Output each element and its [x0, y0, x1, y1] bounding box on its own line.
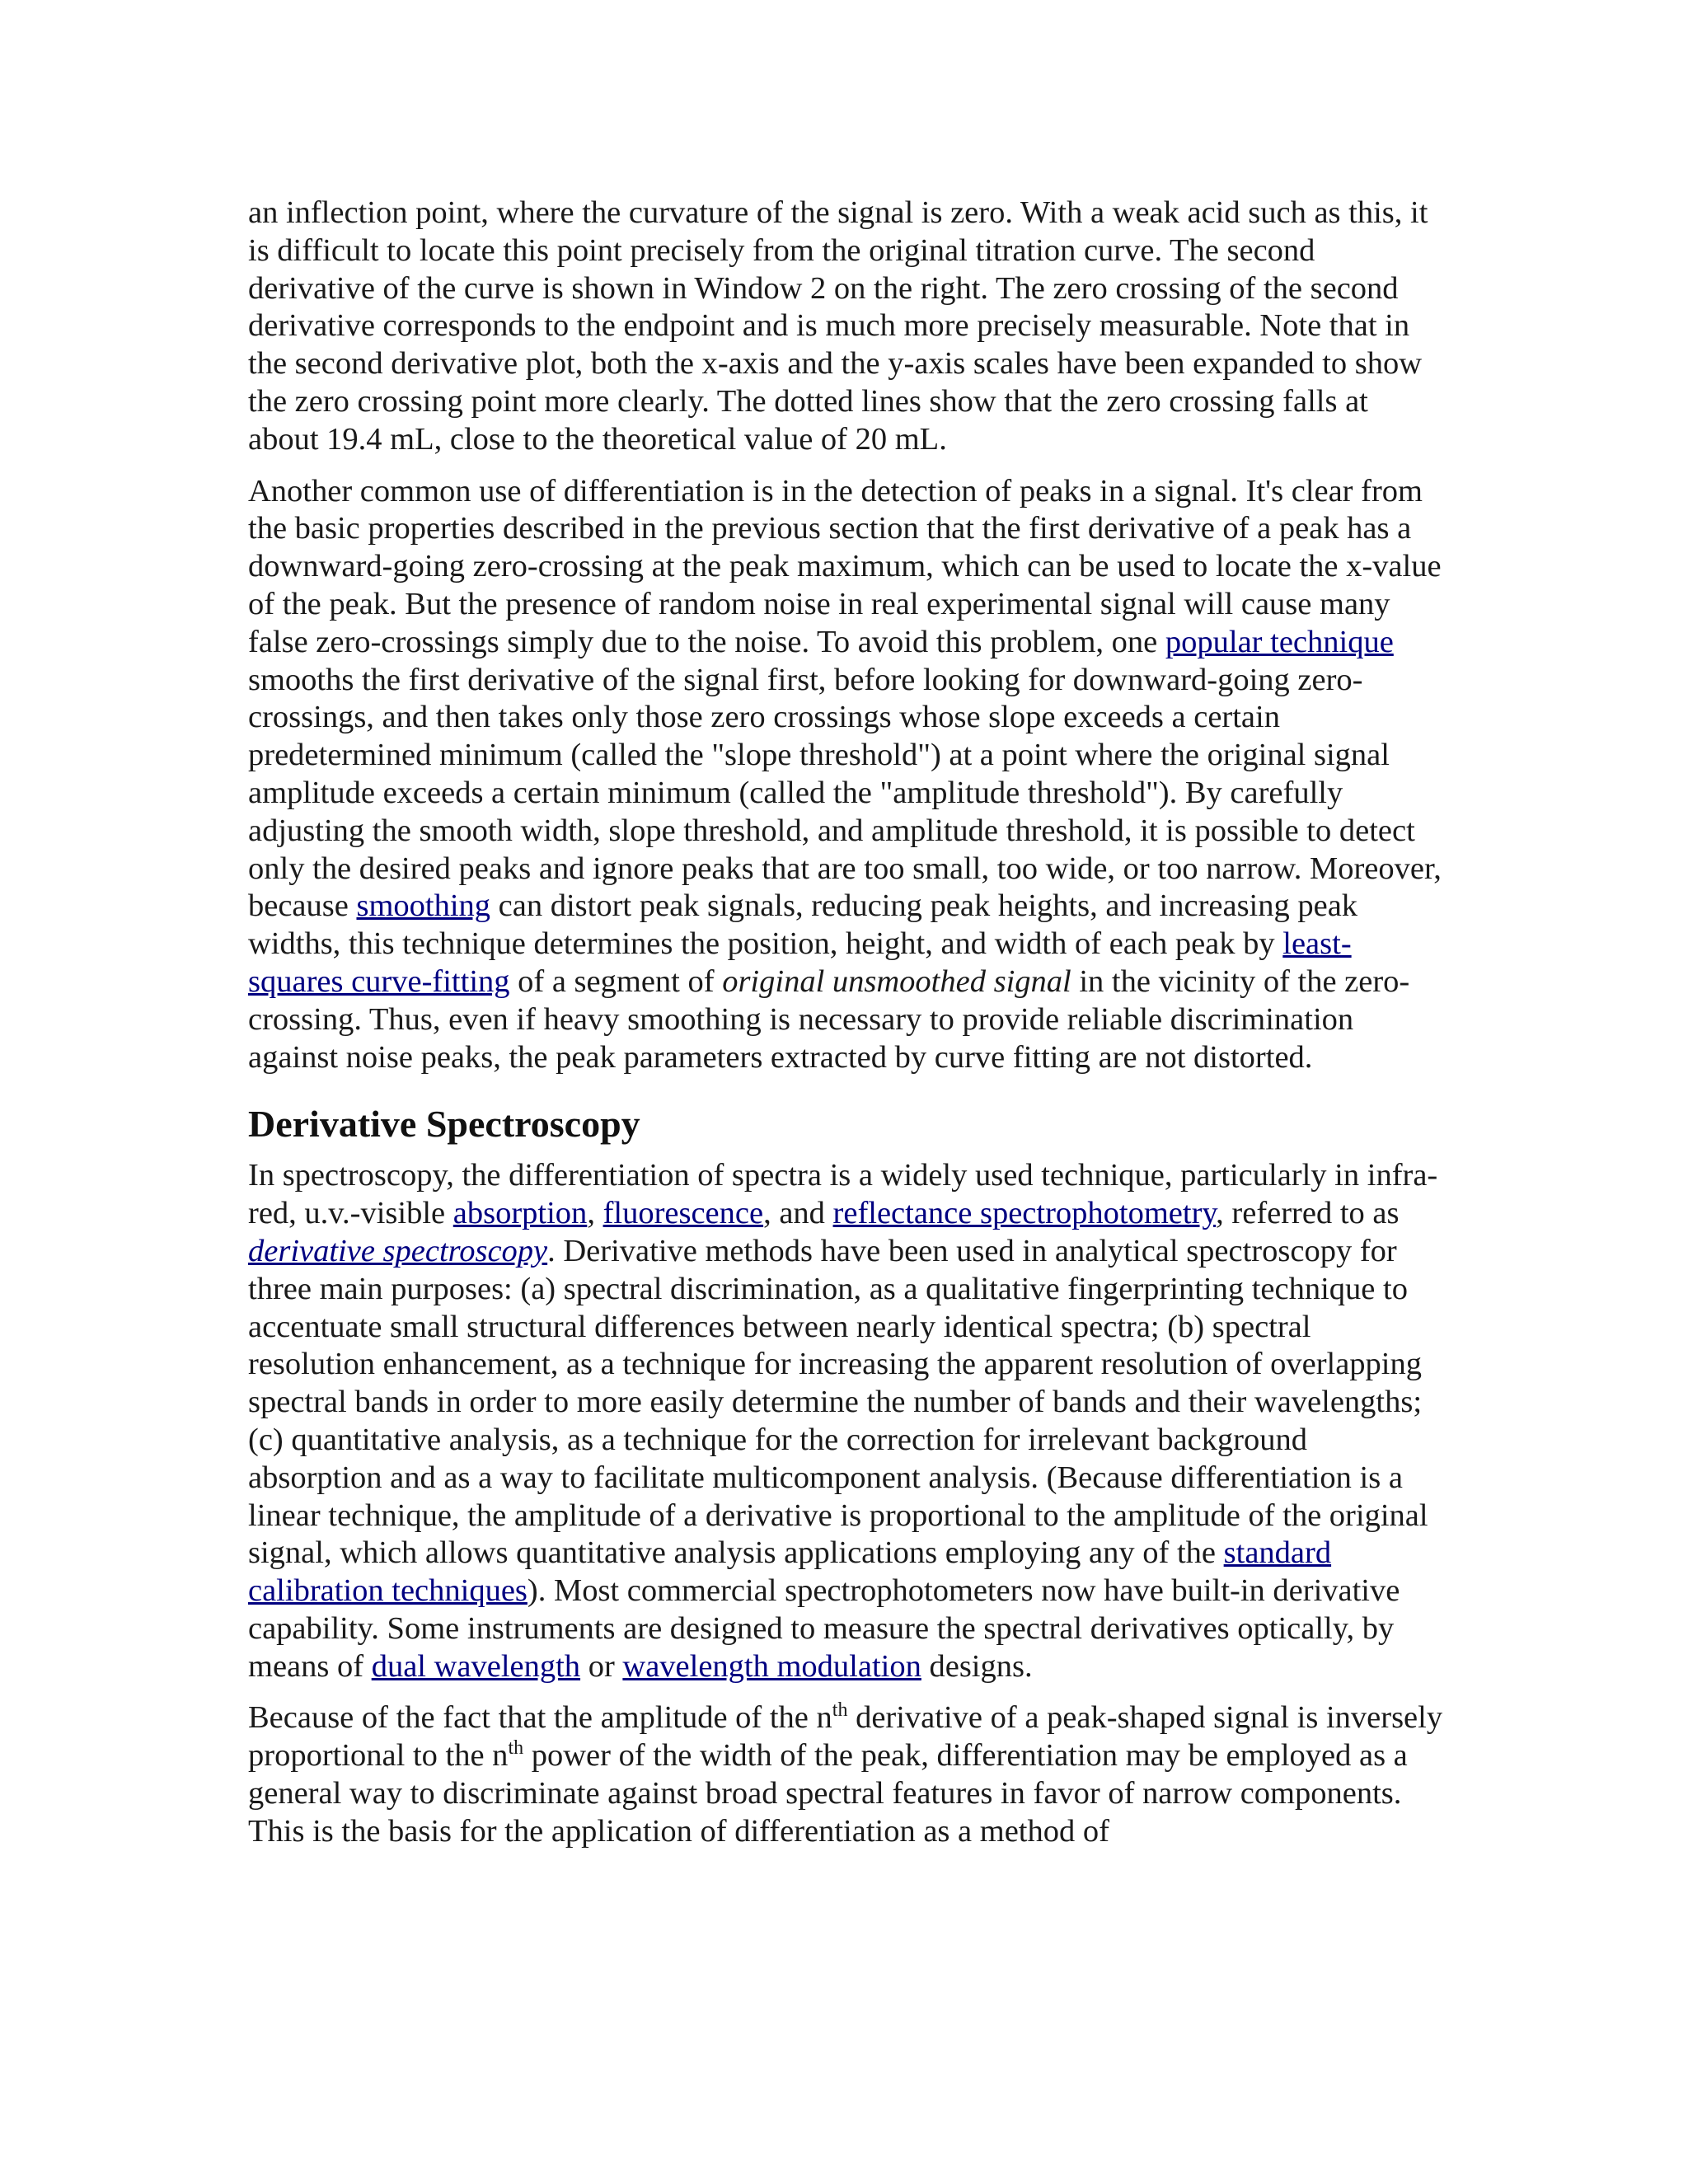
superscript-th: th [508, 1737, 524, 1760]
separator-text: , and [763, 1196, 833, 1231]
paragraph-peak-detection [248, 473, 1443, 1077]
paragraph-text: or [580, 1648, 623, 1684]
paragraph-text: , referred to as [1216, 1196, 1400, 1231]
paragraph-text: derivative of a peak-shaped signal is inversely proportional to the n [248, 1700, 1443, 1774]
fluorescence-link[interactable]: fluorescence [603, 1196, 764, 1231]
paragraph-text: an inflection point, where the curvature of the signal is zero. With a weak acid such as this, it is difficult to locate this point precisely from the original titration curve. The second derivative of the curve is shown in Window 2 on the right. The zero crossing of the second derivative corresponds to the endpoint and is much more precisely measurable. Note that in the second derivative plot, both the x-axis and the y-axis scales have been expanded to show the zero crossing point more clearly. The dotted lines show that the zero crossing falls at about 19.4 mL, close to the theoretical value of 20 mL. [248, 195, 1428, 457]
derivative-spectroscopy-link[interactable] [248, 1234, 547, 1268]
paragraph-spectroscopy [248, 1157, 1443, 1685]
paragraph-text: In spectroscopy, the differentiation of spectra is a widely used technique, particularly in infra-red, u.v.-visible [248, 1158, 1438, 1231]
paragraph-text: can distort peak signals, reducing peak heights, and increasing peak widths, this technique determines the position, height, and width of each peak by [248, 888, 1358, 962]
paragraph-text: in the vicinity of the zero-crossing. Thus, even if heavy smoothing is necessary to provide reliable discrimination against noise peaks, the peak parameters extracted by curve fitting are not distorted. [248, 963, 1410, 1075]
dual-wavelength-link[interactable]: dual wavelength [371, 1648, 581, 1684]
standard-calibration-techniques-link[interactable]: standard calibration techniques [248, 1535, 1332, 1609]
superscript-th: th [832, 1699, 848, 1722]
document-page [248, 194, 1443, 1865]
paragraph-titration [248, 194, 1443, 459]
smoothing-link[interactable]: smoothing [356, 888, 491, 924]
paragraph-text: Another common use of differentiation is in the detection of peaks in a signal. It's clear from the basic properties described in the previous section that the first derivative of a peak has a downward-going zero-crossing at the peak maximum, which can be used to locate the x-value of the peak. But the presence of random noise in real experimental signal will cause many false zero-crossings simply due to the noise. To avoid this problem, one [248, 473, 1442, 659]
paragraph-text: Because of the fact that the amplitude of the n [248, 1700, 832, 1736]
least-squares-curve-fitting-link[interactable]: least-squares curve-fitting [248, 926, 1352, 999]
wavelength-modulation-link[interactable]: wavelength modulation [622, 1648, 921, 1684]
paragraph-text: power of the width of the peak, differentiation may be employed as a general way to discriminate against broad spectral features in favor of narrow components. This is the basis for the application of differentiation as a method of [248, 1738, 1408, 1849]
paragraph-text: of a segment of [509, 963, 723, 999]
paragraph-text: designs. [921, 1648, 1033, 1684]
paragraph-text: . Derivative methods have been used in analytical spectroscopy for three main purposes: (a) spectral discrimination, as a qualitative fingerprinting technique to accentuate small structural differences between nearly identical spectra; (b) spectral resolution enhancement, as a technique for increasing the apparent resolution of overlapping spectral bands in order to more easily determine the number of bands and their wavelengths; (c) quantitative analysis, as a technique for the correction for irrelevant background absorption and as a way to facilitate multicomponent analysis. (Because differentiation is a linear technique, the amplitude of a derivative is proportional to the amplitude of the original signal, which allows quantitative analysis applications employing any of the [248, 1233, 1428, 1571]
reflectance-spectrophotometry-link[interactable]: reflectance spectrophotometry [832, 1196, 1217, 1231]
derivative-spectroscopy-link-text: derivative spectroscopy [248, 1233, 548, 1268]
section-heading: Derivative Spectroscopy [248, 1103, 640, 1146]
paragraph-nth-derivative [248, 1699, 1443, 1850]
emphasis-text: original unsmoothed signal [722, 963, 1071, 999]
separator-text: , [587, 1196, 603, 1231]
popular-technique-link[interactable]: popular technique [1165, 624, 1394, 659]
paragraph-text: ). Most commercial spectrophotometers now have built-in derivative capability. Some instruments are designed to measure the spectral derivatives optically, by means of [248, 1573, 1400, 1684]
paragraph-text: smooths the first derivative of the signal first, before looking for downward-going zero-crossings, and then takes only those zero crossings whose slope exceeds a certain predetermined minimum (called the "slope threshold") at a point where the original signal amplitude exceeds a certain minimum (called the "amplitude threshold"). By carefully adjusting the smooth width, slope threshold, and amplitude threshold, it is possible to detect only the desired peaks and ignore peaks that are too small, too wide, or too narrow. Moreover, because [248, 662, 1442, 924]
absorption-link[interactable]: absorption [452, 1196, 588, 1231]
